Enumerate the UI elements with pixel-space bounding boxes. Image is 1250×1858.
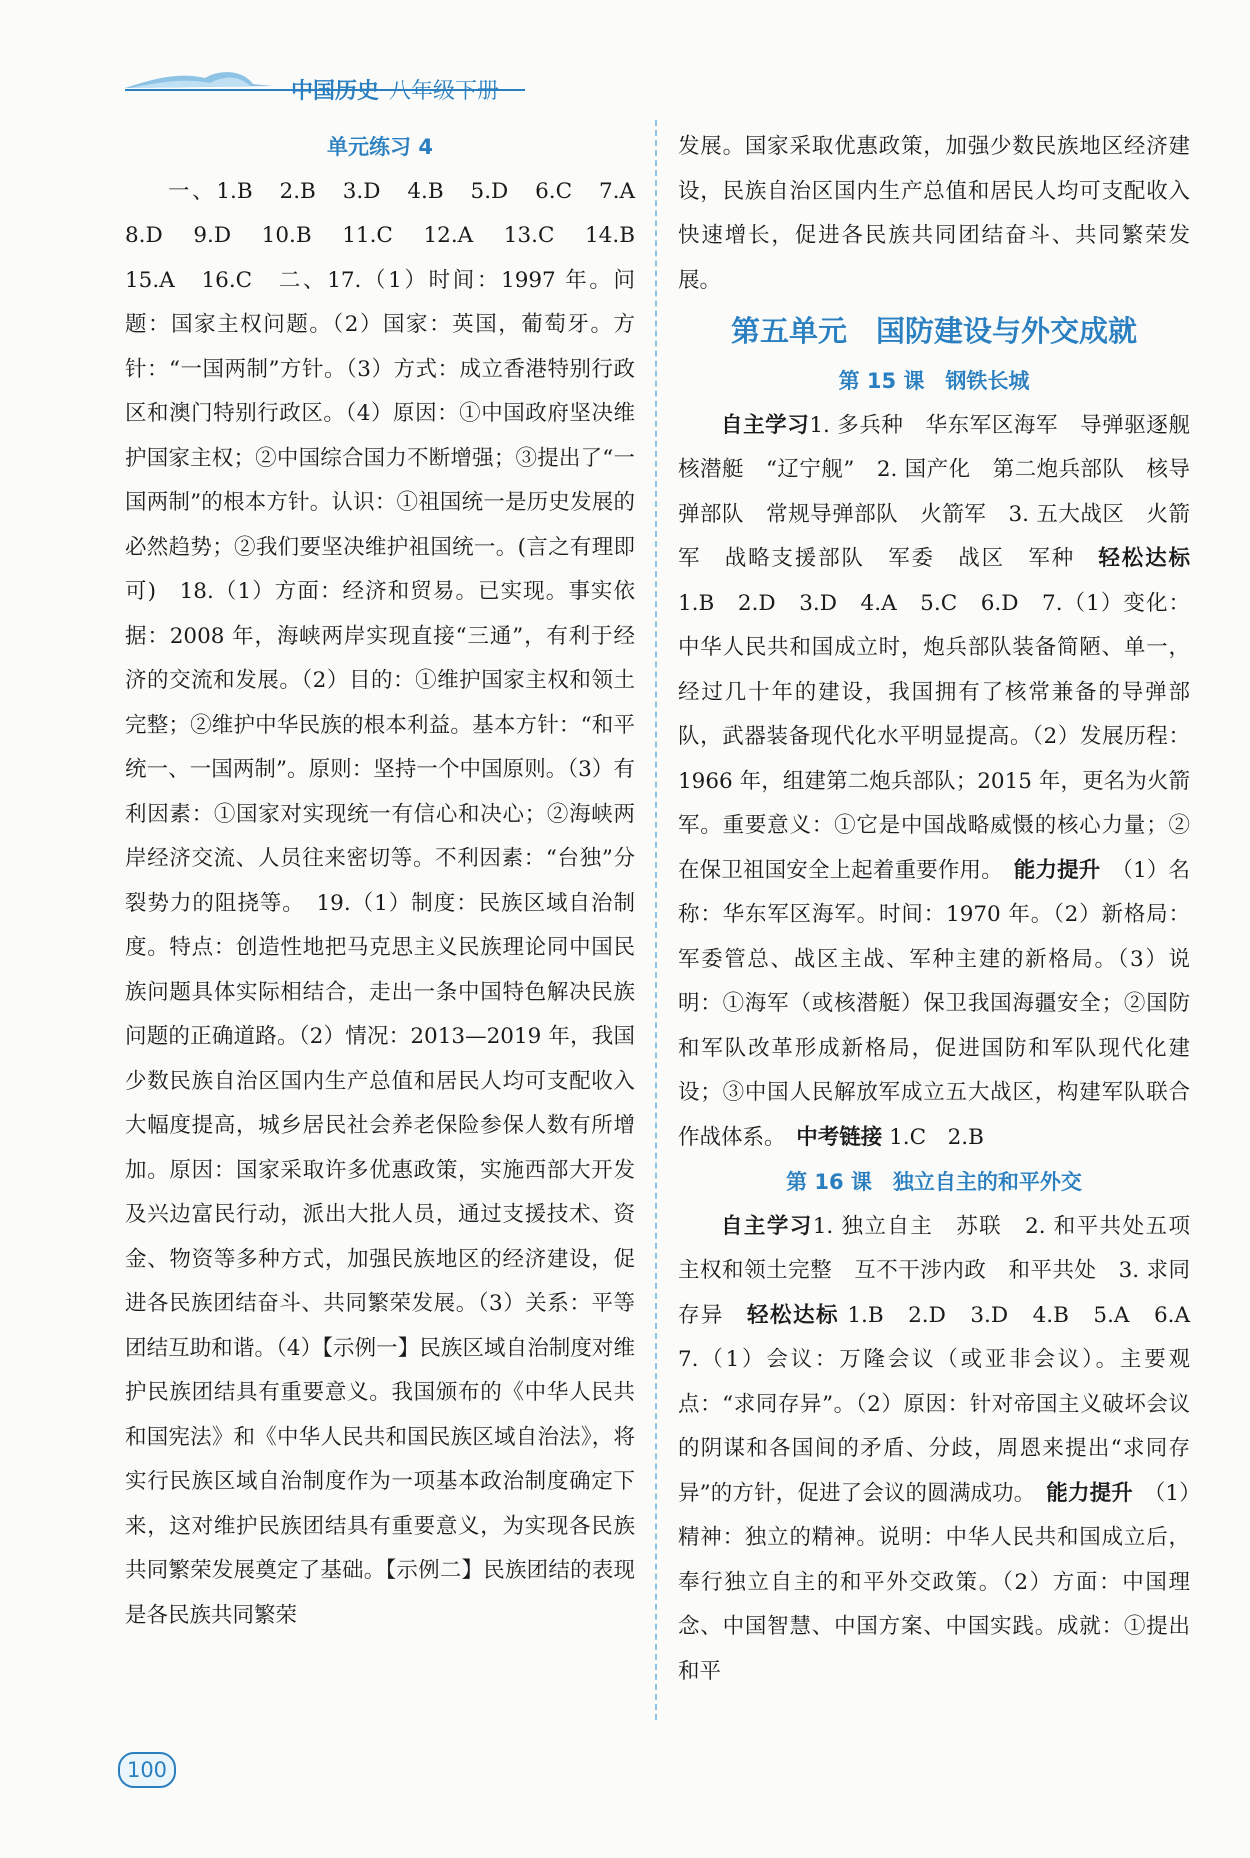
column-divider (655, 120, 657, 1720)
answer-text: 1.C 2.B (882, 1124, 984, 1150)
lesson15-answers (678, 404, 1212, 1161)
answer-text: （1）精神：独立的精神。说明：中华人民共和国成立后，奉行独立自主的和平外交政策。（2）方面：中国理念、中国智慧、中国方案、中国实践。成就：①提出和平 (678, 1480, 1190, 1684)
lesson16-title: 第 16 课 独立自主的和平外交 (786, 1170, 1082, 1194)
answer-text: 1. 独立自主 苏联 2. 和平共处五项 主权和领土完整 互不干涉内政 和平共处 3. 求同存异 (678, 1213, 1212, 1328)
continued-text: 发展。国家采取优惠政策，加强少数民族地区经济建设，民族自治区国内生产总值和居民人均可支配收入快速增长，促进各民族共同团结奋斗、共同繁荣发展。 (678, 134, 1190, 293)
answer-text: （1）名称：华东军区海军。时间：1970 年。（2）新格局：军委管总、战区主战、军种主建的新格局。（3）说明：①海军（或核潜艇）保卫我国海疆安全；②国防和军队改革形成新格局，促进国防和军队现代化建设；③中国人民解放军成立五大战区，构建军队联合作战体系。 (678, 857, 1190, 1150)
section-label: 自主学习 (721, 1213, 813, 1239)
unit-exercise-answers: 一、1.B 2.B 3.D 4.B 5.D 6.C 7.A 8.D 9.D 10.B 11.C 12.A 13.C 14.B 15.A 16.C 二、17.（1）时间：1997 年。问题：国家主权问题。（2）国家：英国，葡萄牙。方针：“一国两制”方针。（3）方式：成立香港特别行政区和澳门特别行政区。（4）原因：①中国政府坚决维护国家主权；②中国综合国力不断增强；③提出了“一国两制”的根本方针。认识：①祖国统一是历史发展的必然趋势；②我们要坚决维护祖国统一。(言之有理即可) 18.（1）方面：经济和贸易。已实现。事实依据：2008 年，海峡两岸实现直接“三通”，有利于经济的交流和发展。（2）目的：①维护国家主权和领土完整；②维护中华民族的根本利益。基本方针：“和平统一、一国两制”。原则：坚持一个中国原则。（3）有利因素：①国家对实现统一有信心和决心；②海峡两岸经济交流、人员往来密切等。不利因素：“台独”分裂势力的阻挠等。 19.（1）制度：民族区域自治制度。特点：创造性地把马克思主义民族理论同中国民族问题具体实际相结合，走出一条中国特色解决民族问题的正确道路。（2）情况：2013—2019 年，我国少数民族自治区国内生产总值和居民人均可支配收入大幅度提高，城乡居民社会养老保险参保人数有所增加。原因：国家采取许多优惠政策，实施西部大开发及兴边富民行动，派出大批人员，通过支援技术、资金、物资等多种方式，加强民族地区的经济建设，促进各民族团结奋斗、共同繁荣发展。（3）关系：平等团结互助和谐。（4）【示例一】民族区域自治制度对维护民族团结具有重要意义。我国颁布的《中华人民共和国宪法》和《中华人民共和国民族区域自治法》，将实行民族区域自治制度作为一项基本政治制度确定下来，这对维护民族团结具有重要意义，为实现各民族共同繁荣发展奠定了基础。【示例二】民族团结的表现是各民族共同繁荣 (125, 178, 657, 1628)
unit5-title: 第五单元 国防建设与外交成就 (730, 314, 1137, 348)
page-number: 100 (118, 1752, 176, 1788)
section-label: 能力提升 (1046, 1480, 1133, 1506)
header-grade: 八年级下册 (389, 79, 500, 104)
answer-text: 1.B 2.D 3.D 4.A 5.C 6.D 7.（1）变化：中华人民共和国成立时，炮兵部队装备简陋、单一，经过几十年的建设，我国拥有了核常兼备的导弹部队，武器装备现代化水平明显提高。（2）发展历程：1966 年，组建第二炮兵部队；2015 年，更名为火箭军。重要意义：①它是中国战略威慑的核心力量；②在保卫祖国安全上起着重要作用。 (678, 590, 1190, 883)
header-subject: 中国历史 (291, 79, 380, 104)
answer-text: 1.B 2.D 3.D 4.B 5.A 6.A 7.（1）会议：万隆会议（或亚非会议）。主要观点：“求同存异”。（2）原因：针对帝国主义破坏会议的阴谋和各国间的矛盾、分歧，周恩来提出“求同存异”的方针，促进了会议的圆满成功。 (678, 1302, 1212, 1506)
section-label: 中考链接 (796, 1124, 883, 1150)
header-title (291, 74, 499, 105)
right-column (678, 125, 1212, 1694)
lesson16-answers (678, 1205, 1212, 1695)
lesson15-title: 第 15 课 钢铁长城 (838, 369, 1030, 393)
section-label: 自主学习 (721, 412, 810, 438)
page-header (125, 66, 545, 106)
answer-text: 1. 多兵种 华东军区海军 导弹驱逐舰 核潜艇 “辽宁舰” 2. 国产化 第二炮兵部队 核导弹部队 常规导弹部队 火箭军 3. 五大战区 火箭军 战略支援部队 军委 战区 军种 (678, 412, 1212, 571)
section-label: 轻松达标 (747, 1302, 839, 1328)
unit-exercise-title: 单元练习 4 (327, 135, 433, 159)
section-label: 轻松达标 (1098, 546, 1190, 571)
section-label: 能力提升 (1013, 857, 1101, 883)
left-column (125, 125, 657, 1638)
